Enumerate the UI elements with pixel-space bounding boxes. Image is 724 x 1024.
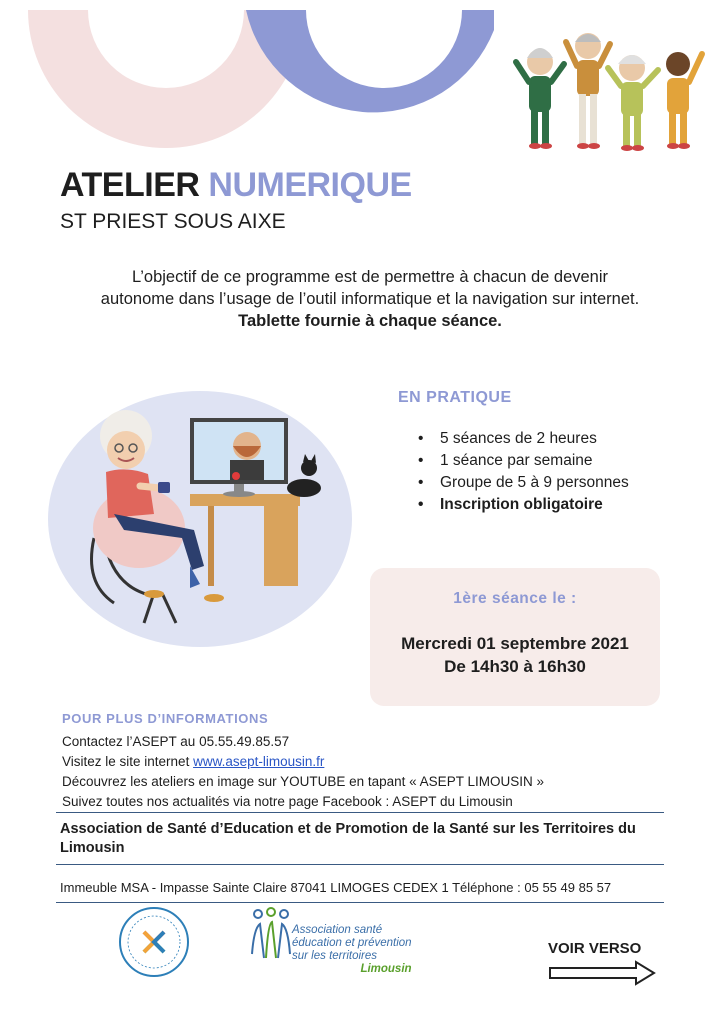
bullet-icon: • — [418, 496, 424, 513]
association-name: Association de Santé d’Education et de Promotion de la Santé sur les Territoires du Limousin — [60, 821, 636, 856]
seance-heading: 1ère séance le : — [453, 590, 577, 607]
intro-line-1: L’objectif de ce programme est de permettre à chacun de devenir — [131, 268, 609, 286]
voir-verso-label: VOIR VERSO — [548, 940, 642, 957]
arrow-right-icon — [548, 960, 658, 986]
bullet-icon: • — [418, 430, 424, 447]
info-contact: Contactez l’ASEPT au 05.55.49.85.57 — [62, 734, 290, 749]
bullet-icon: • — [418, 452, 424, 469]
address-line: Immeuble MSA - Impasse Sainte Claire 87041 LIMOGES CEDEX 1 Téléphone : 05 55 49 85 57 — [60, 880, 612, 895]
intro-bold-line: Tablette fournie à chaque séance. — [238, 312, 502, 330]
seance-time: De 14h30 à 16h30 — [444, 657, 586, 676]
page-title — [60, 166, 412, 205]
divider — [56, 902, 664, 903]
list-item-text: 1 séance par semaine — [440, 452, 593, 469]
conference-financeurs-logo — [116, 904, 192, 980]
list-item — [418, 450, 629, 472]
list-item — [418, 472, 629, 494]
page-subtitle: ST PRIEST SOUS AIXE — [60, 210, 286, 233]
info-heading: POUR PLUS D’INFORMATIONS — [62, 711, 269, 726]
divider — [56, 812, 664, 813]
list-item-text: Inscription obligatoire — [440, 496, 603, 513]
website-link[interactable]: www.asept-limousin.fr — [193, 754, 325, 769]
seance-date: Mercredi 01 septembre 2021 — [401, 634, 629, 653]
list-item — [418, 428, 629, 450]
title-word-numerique: NUMERIQUE — [208, 166, 412, 204]
asept-figures-icon — [246, 906, 296, 962]
video-call-illustration — [44, 388, 356, 650]
seance-details — [370, 632, 660, 678]
asept-logo-line-3: sur les territoires — [292, 950, 377, 962]
intro-paragraph — [40, 266, 700, 332]
divider — [56, 864, 664, 865]
bullet-icon: • — [418, 474, 424, 491]
info-youtube: Découvrez les ateliers en image sur YOUTUBE en tapant « ASEPT LIMOUSIN » — [62, 774, 544, 789]
asept-logo-line-2: éducation et prévention — [292, 937, 412, 949]
pratique-list — [418, 428, 629, 516]
asept-logo-line-1: Association santé — [292, 924, 383, 936]
list-item — [418, 494, 629, 516]
intro-line-2: autonome dans l’usage de l’outil informatique et la navigation sur internet. — [100, 290, 640, 308]
info-site — [62, 752, 544, 772]
list-item-text: 5 séances de 2 heures — [440, 430, 597, 447]
asept-logo-text — [292, 924, 412, 976]
info-block — [62, 732, 544, 812]
info-site-prefix: Visitez le site internet — [62, 754, 194, 769]
pratique-heading: EN PRATIQUE — [398, 389, 512, 406]
list-item-text: Groupe de 5 à 9 personnes — [440, 474, 629, 491]
seniors-illustration — [510, 24, 710, 159]
title-word-atelier: ATELIER — [60, 166, 200, 204]
asept-logo-line-4: Limousin — [360, 963, 412, 975]
info-facebook: Suivez toutes nos actualités via notre page Facebook : ASEPT du Limousin — [62, 794, 513, 809]
